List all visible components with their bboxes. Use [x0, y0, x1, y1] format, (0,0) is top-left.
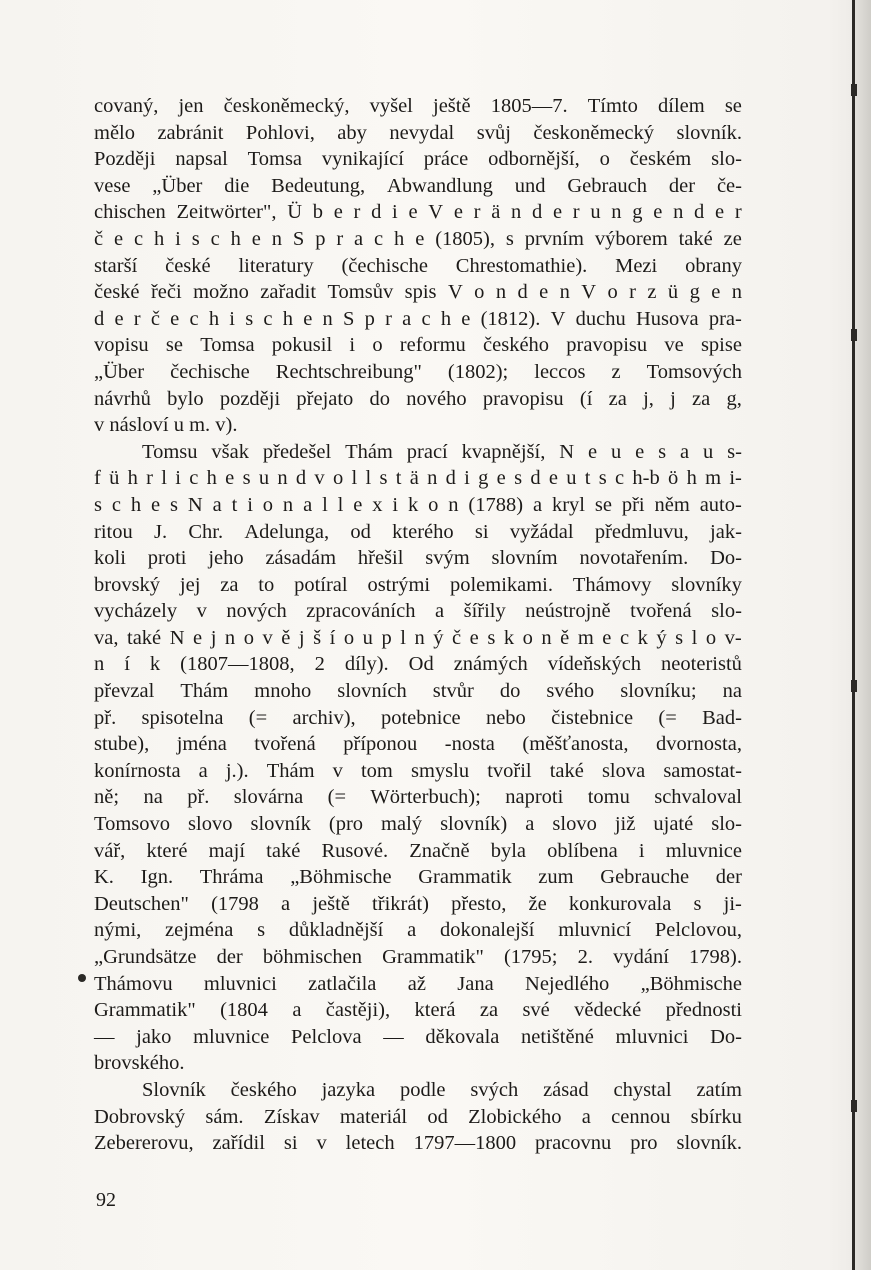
- text-line: Zebererovu, zařídil si v letech 1797—1800 pracovnu pro slovník.: [94, 1132, 742, 1155]
- text-line: č e c h i s c h e n S p r a c h e (1805), s prvním výborem také ze: [94, 227, 742, 250]
- text-line: mělo zabránit Pohlovi, aby nevydal svůj českoněmecký slovník.: [94, 121, 742, 144]
- text-line: stube), jména tvořená příponou -nosta (měšťanosta, dvornosta,: [94, 733, 742, 756]
- text-line: Deutschen" (1798 a ještě třikrát) přesto, že konkurovala s ji-: [94, 892, 742, 915]
- text-line: va, také N e j n o v ě j š í o u p l n ý č e s k o n ě m e c k ý s l o v-: [94, 626, 742, 649]
- text-line: s c h e s N a t i o n a l l e x i k o n (1788) a kryl se při něm auto-: [94, 493, 742, 516]
- text-line: starší české literatury (čechische Chrestomathie). Mezi obrany: [94, 254, 742, 277]
- text-line: Dobrovský sám. Získav materiál od Zlobického a cennou sbírku: [94, 1105, 742, 1128]
- text-line: nými, zejména s důkladnější a dokonalejší mluvnicí Pelclovou,: [94, 919, 742, 942]
- body-text: [94, 93, 742, 1157]
- text-line: chischen Zeitwörter", Ü b e r d i e V e r ä n d e r u n g e n d e r: [94, 201, 742, 224]
- page-binding-edge: [852, 0, 855, 1270]
- text-line: v násloví u m. v).: [94, 414, 238, 437]
- text-line: d e r č e c h i s c h e n S p r a c h e (1812). V duchu Husova pra-: [94, 307, 742, 330]
- text-line: vopisu se Tomsa pokusil i o reformu českého pravopisu ve spise: [94, 334, 742, 357]
- text-line: koli proti jeho zásadám hřešil svým slovním novotařením. Do-: [94, 547, 742, 570]
- text-line: f ü h r l i c h e s u n d v o l l s t ä n d i g e s d e u t s c h-b ö h m i-: [94, 467, 742, 490]
- text-line: „Über čechische Rechtschreibung" (1802); leccos z Tomsových: [94, 360, 742, 383]
- binding-mark: [851, 680, 857, 692]
- text-line: návrhů bylo později přejato do nového pravopisu (í za j, j za g,: [94, 387, 742, 410]
- text-line: konírnosta a j.). Thám v tom smyslu tvořil také slova samostat-: [94, 759, 742, 782]
- page-binding-shadow: [855, 0, 871, 1270]
- text-line: př. spisotelna (= archiv), potebnice nebo čistebnice (= Bad-: [94, 706, 742, 729]
- text-line: ně; na př. slovárna (= Wörterbuch); naproti tomu schvaloval: [94, 786, 742, 809]
- text-line: vese „Über die Bedeutung, Abwandlung und Gebrauch der če-: [94, 174, 742, 197]
- text-line: Slovník českého jazyka podle svých zásad chystal zatím: [142, 1078, 742, 1101]
- text-line: vář, které mají také Rusové. Značně byla oblíbena i mluvnice: [94, 839, 742, 862]
- text-line: covaný, jen českoněmecký, vyšel ještě 1805—7. Tímto dílem se: [94, 95, 742, 117]
- text-line: převzal Thám mnoho slovních stvůr do svého slovníku; na: [94, 680, 742, 703]
- text-line: Tomsu však předešel Thám prací kvapnější, N e u e s a u s-: [142, 440, 742, 463]
- text-line: Později napsal Tomsa vynikající práce odbornější, o českém slo-: [94, 148, 742, 171]
- text-line: Thámovu mluvnici zatlačila až Jana Nejedlého „Böhmische: [94, 972, 742, 995]
- text-line: české řeči možno zařadit Tomsův spis V o n d e n V o r z ü g e n: [94, 281, 742, 304]
- text-line: Grammatik" (1804 a častěji), která za své vědecké přednosti: [94, 999, 742, 1022]
- text-line: „Grundsätze der böhmischen Grammatik" (1795; 2. vydání 1798).: [94, 946, 742, 968]
- text-line: vycházely v nových zpracováních a šířily neústrojně tvořená slo-: [94, 600, 742, 623]
- binding-mark: [851, 84, 857, 96]
- text-line: brovského.: [94, 1052, 185, 1075]
- binding-mark: [851, 1100, 857, 1112]
- text-line: ritou J. Chr. Adelunga, od kterého si vyžádal předmluvu, jak-: [94, 520, 742, 543]
- binding-mark: [851, 329, 857, 341]
- margin-bullet: [78, 974, 86, 982]
- text-line: brovský jej za to potíral ostrými polemikami. Thámovy slovníky: [94, 573, 742, 596]
- page-number: 92: [96, 1189, 116, 1211]
- text-line: Tomsovo slovo slovník (pro malý slovník) a slovo již ujaté slo-: [94, 813, 742, 836]
- text-line: n í k (1807—1808, 2 díly). Od známých vídeňských neoteristů: [94, 653, 742, 676]
- text-line: — jako mluvnice Pelclova — děkovala netištěné mluvnici Do-: [94, 1025, 742, 1048]
- text-line: K. Ign. Thráma „Böhmische Grammatik zum Gebrauche der: [94, 866, 742, 889]
